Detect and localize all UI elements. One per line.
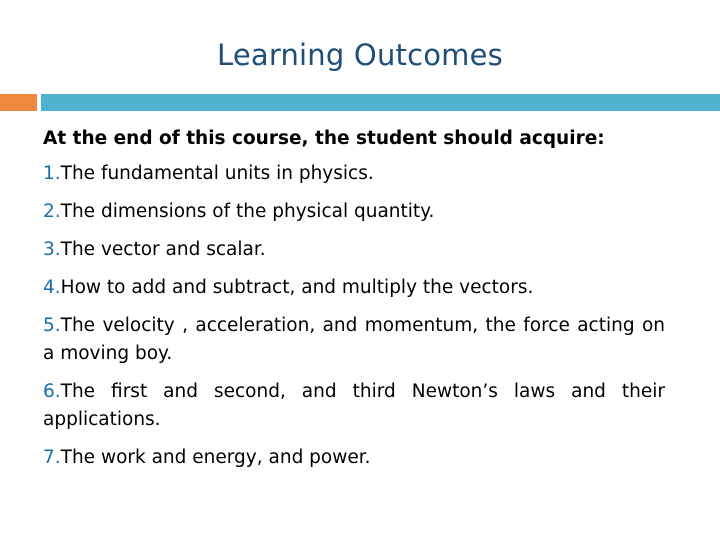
item-text: The fundamental units in physics. [60, 163, 374, 184]
item-number: 1. [43, 163, 61, 184]
item-number: 2. [43, 201, 61, 222]
list-item [43, 198, 665, 226]
item-number: 5. [43, 315, 61, 336]
list-item [43, 444, 665, 472]
item-number: 6. [43, 381, 61, 402]
list-item [43, 160, 665, 188]
slide-content [43, 124, 665, 482]
item-text: The dimensions of the physical quantity. [60, 201, 435, 222]
item-text: How to add and subtract, and multiply the vectors. [60, 277, 534, 298]
accent-bar-blue [41, 94, 720, 111]
accent-bar-orange [0, 94, 37, 111]
item-text: The velocity , acceleration, and momentum, the force acting on a moving boy. [43, 315, 665, 364]
item-text: The work and energy, and power. [60, 447, 371, 468]
list-item [43, 312, 665, 368]
item-number: 7. [43, 447, 61, 468]
item-number: 3. [43, 239, 61, 260]
list-item [43, 274, 665, 302]
list-item [43, 236, 665, 264]
slide-title: Learning Outcomes [217, 38, 503, 72]
list-item [43, 378, 665, 434]
item-number: 4. [43, 277, 61, 298]
intro-text: At the end of this course, the student should acquire: [43, 128, 605, 149]
item-text: The first and second, and third Newton’s laws and their applications. [43, 381, 665, 430]
item-text: The vector and scalar. [60, 239, 266, 260]
